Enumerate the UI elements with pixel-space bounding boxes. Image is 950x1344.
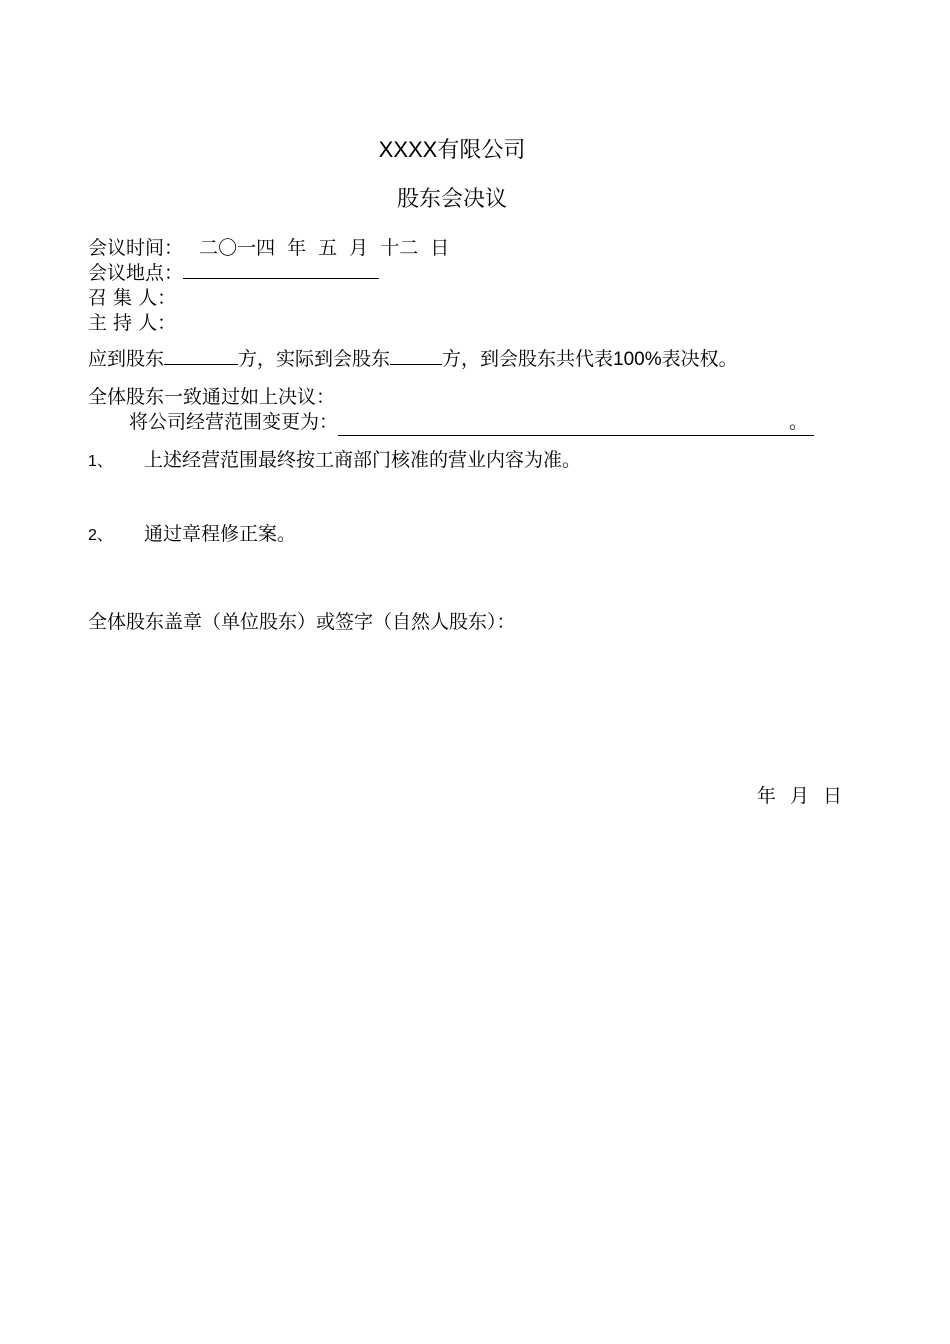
convener-label: 召 集 人： <box>88 287 177 309</box>
expected-shareholders-blank <box>164 346 238 365</box>
company-prefix: XXXX <box>378 137 438 162</box>
actual-shareholders-blank <box>390 346 442 365</box>
host-label: 主 持 人： <box>88 312 177 334</box>
item-text: 通过章程修正案。 <box>144 523 297 545</box>
item-number: 1、 <box>88 453 113 470</box>
meeting-time-row <box>88 235 449 261</box>
company-suffix: 有限公司 <box>437 138 526 163</box>
resolution-intro: 全体股东一致通过如上决议： <box>88 386 336 408</box>
attendance-line <box>88 346 738 373</box>
item-number: 2、 <box>88 527 113 544</box>
signature-date: 年 月 日 <box>756 785 842 807</box>
business-scope-blank <box>338 409 814 436</box>
item-text: 上述经营范围最终按工商部门核准的营业内容为准。 <box>144 449 582 471</box>
attendance-text-1: 应到股东 <box>88 348 165 370</box>
meeting-place-blank <box>183 260 379 279</box>
company-name <box>0 137 904 164</box>
resolution-item <box>88 447 581 475</box>
business-scope-end: 。 <box>789 411 809 433</box>
attendance-text-3: 方，到会股东共代表 <box>442 348 614 370</box>
document-title: 股东会决议 <box>396 187 507 212</box>
voting-percent: 100% <box>613 349 662 370</box>
meeting-place-row <box>88 260 379 286</box>
attendance-text-2: 方，实际到会股东 <box>238 348 391 370</box>
attendance-text-4: 表决权。 <box>661 348 738 370</box>
business-scope-label: 将公司经营范围变更为： <box>129 411 339 433</box>
signature-label: 全体股东盖章（单位股东）或签字（自然人股东）： <box>88 611 516 633</box>
meeting-time-value: 二〇一四 年 五 月 十二 日 <box>199 237 450 259</box>
meeting-time-label: 会议时间： <box>88 237 184 259</box>
resolution-item <box>88 521 296 549</box>
meeting-place-label: 会议地点： <box>88 262 184 284</box>
business-scope-row <box>129 409 814 436</box>
